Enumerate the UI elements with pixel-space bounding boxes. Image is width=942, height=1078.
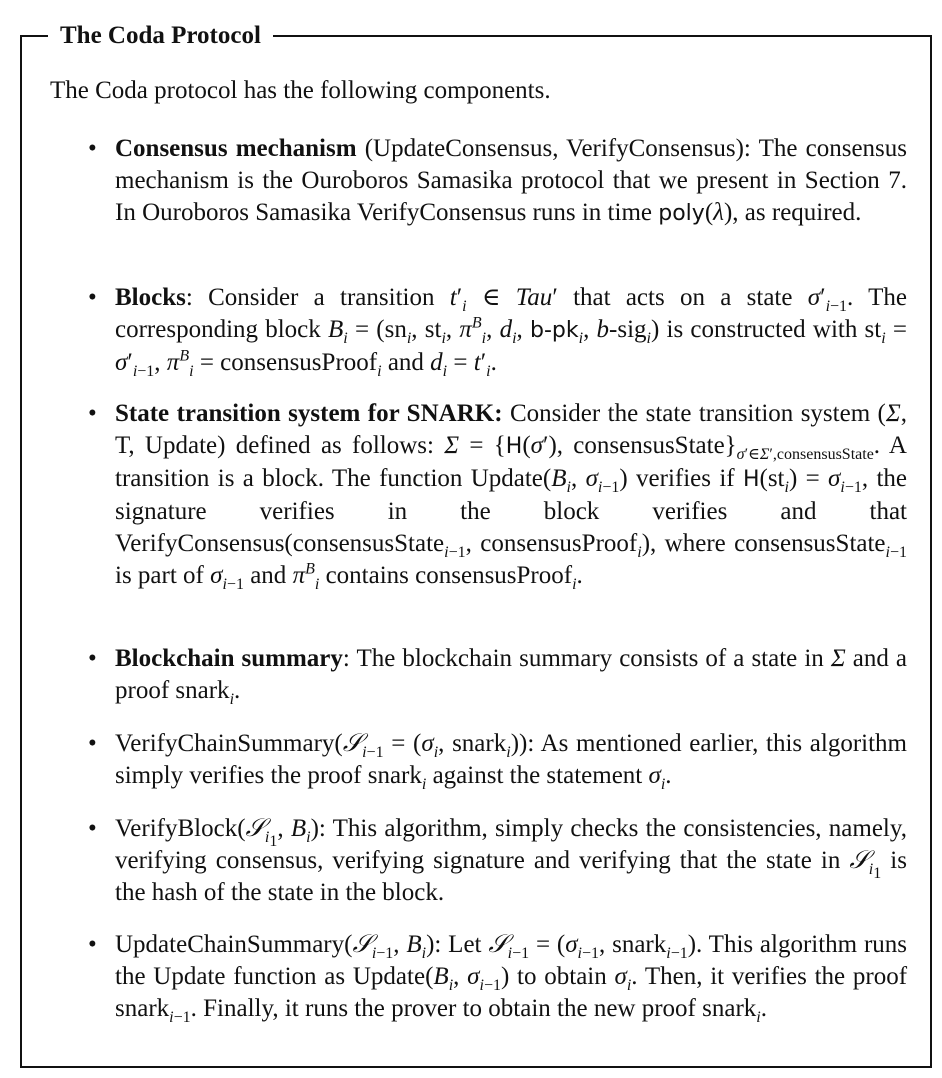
item-blockchain-summary: • Blockchain summary: The blockchain summary consists of a state in Σ and a proof snark$_i$. — [115, 643, 907, 707]
item-state-transition-system: • State transition system for SNARK: Consider the state transition system (Σ, T, Update) defined as follows: Σ = {H(σ′), $consensusState\}_{\sigma'\in\Sigma',consensusState}$. A transition is a block. The function $Update(B_i$, $\sigma_{i-1}$) verifies if $H(st_i) = \sigma_{i-1}$, the signature verifies in the block verifies and that VerifyConsensus(consensusState$_{i-1}$, consensusProof$_i$), where consensusState$_{i-1}$ is part of $\sigma_{i-1}$ and $\pi^B_i$ contains consensusProof$_i$. — [115, 398, 907, 592]
box-title: The Coda Protocol — [48, 16, 273, 56]
item-consensus-mechanism: • Consensus mechanism (UpdateConsensus, VerifyConsensus): The consensus mechanism is the Ouroboros Samasika protocol that we present in Section 7. In Ouroboros Samasika VerifyConsensus runs in time poly(λ), as required. — [115, 133, 907, 230]
item-verify-block: • VerifyBlock(𝒮$_{i_1}$, $B_i$): This algorithm, simply checks the consistencies, namely, verifying consensus, verifying signature and verifying that the state in 𝒮$_{i_1}$ is the hash of the state in the block. — [115, 813, 907, 909]
item-verify-chain-summary: • VerifyChainSummary(𝒮$_{i-1}$ = ($\sigma_i$, snark$_i$)): As mentioned earlier, this algorithm simply verifies the proof snark$_i$ against the statement $\sigma_i$. — [115, 728, 907, 792]
intro-text: The Coda protocol has the following components. — [50, 77, 551, 104]
item-update-chain-summary: • UpdateChainSummary(𝒮$_{i-1}$, $B_i$): Let 𝒮$_{i-1}$ = ($\sigma_{i-1}$, snark$_{i-1}$). This algorithm runs the Update function as $Update(B_i$, $\sigma_{i-1}$) to obtain $\sigma_i$. Then, it verifies the proof snark$_{i-1}$. Finally, it runs the prover to obtain the new proof snark$_i$. — [115, 929, 907, 1025]
item-blocks: • Blocks: Consider a transition $t'_i$ ∈ Tau′ that acts on a state $\sigma'_{i-1}$. The corresponding block $B_i = (sn_i$, $st_i$, $\pi^B_i$, $d_i$, $b-pk_i$, b-sig$_i$) is constructed with $st_i = \sigma'_{i-1}$, $\pi^B_i$ = consensusProof$_i$ and $d_i = t'_i$. — [115, 282, 907, 379]
